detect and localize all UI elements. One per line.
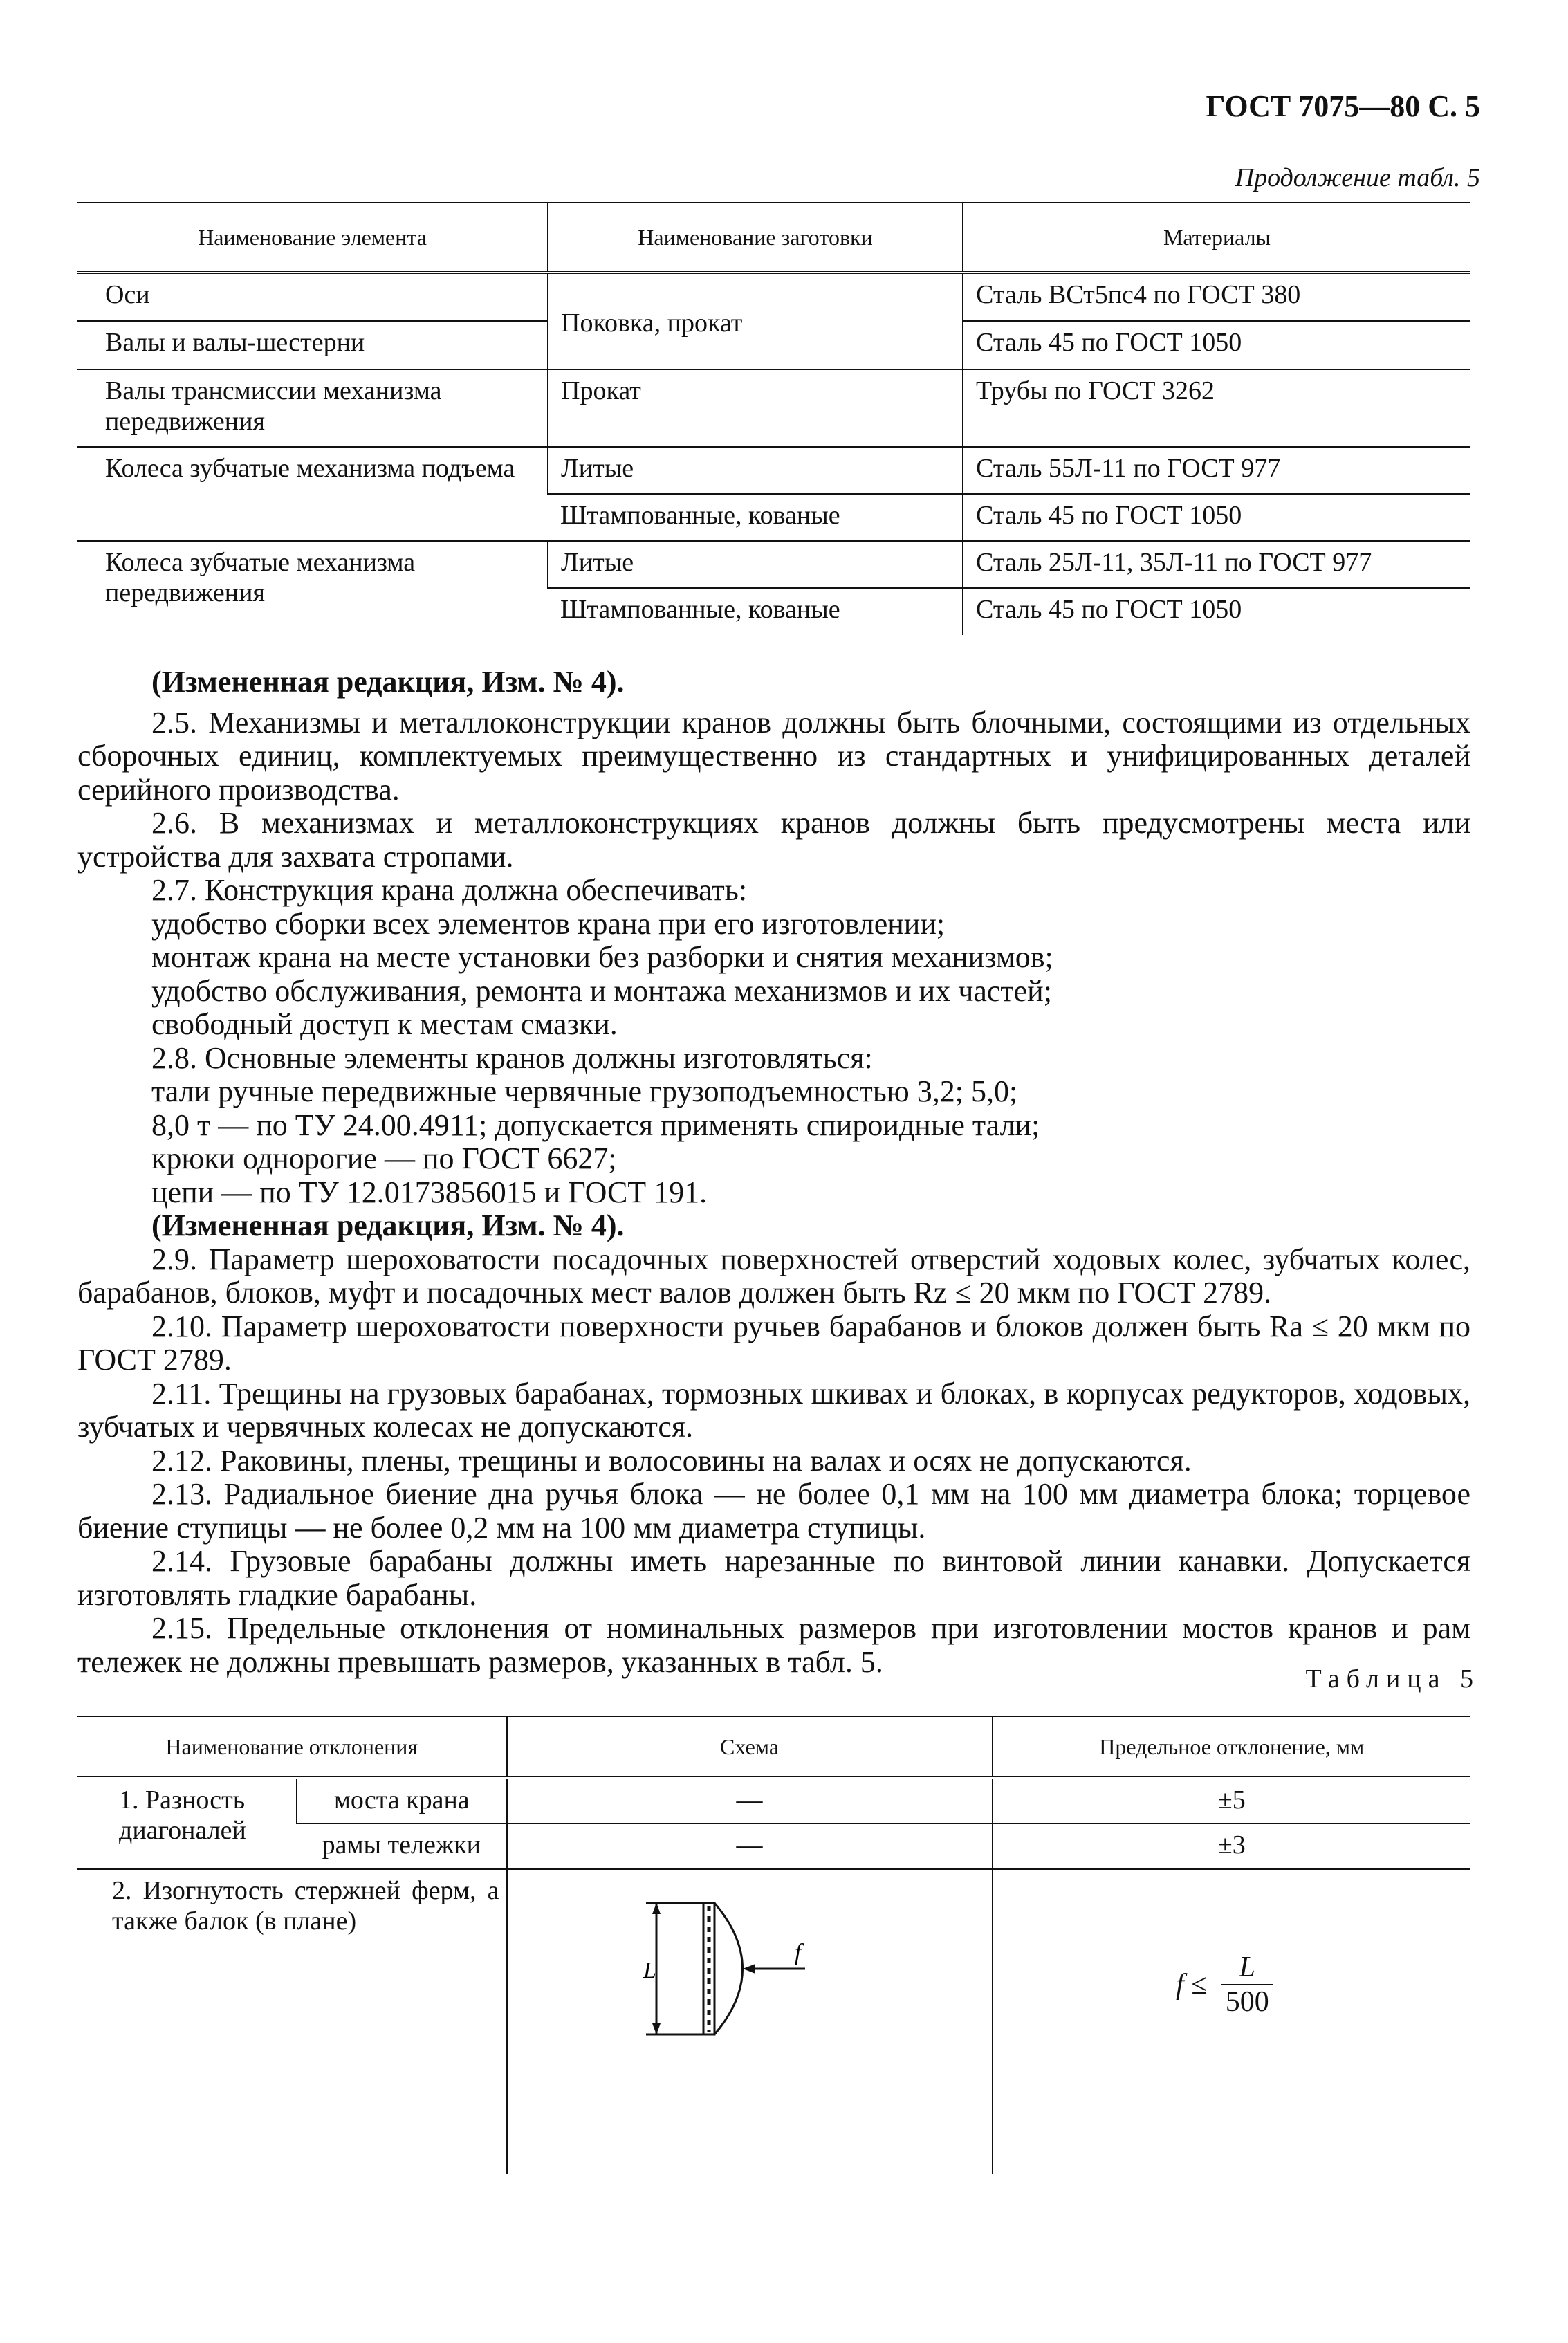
paragraph-2-12: 2.12. Раковины, плены, трещины и волосовины на валах и осях не допускаются. bbox=[151, 1443, 1192, 1478]
list-item: монтаж крана на месте установки без разборки и снятия механизмов; bbox=[151, 940, 1053, 974]
list-item: крюки однорогие — по ГОСТ 6627; bbox=[151, 1141, 617, 1175]
cell-element: Оси bbox=[77, 273, 548, 321]
paragraph-2-10: 2.10. Параметр шероховатости поверхности ручьев барабанов и блоков должен быть Ra ≤ 20 мкм по ГОСТ 2789. bbox=[77, 1309, 1470, 1377]
col-header-scheme: Схема bbox=[507, 1716, 993, 1778]
cell-material: Сталь 55Л-11 по ГОСТ 977 bbox=[963, 447, 1470, 494]
paragraph-2-9: 2.9. Параметр шероховатости посадочных поверхностей отверстий ходовых колес, зубчатых колес, барабанов, блоков, муфт и посадочных мест валов должен быть Rz ≤ 20 мкм по ГОСТ 2789. bbox=[77, 1242, 1470, 1310]
col-header-deviation: Наименование отклонения bbox=[77, 1716, 507, 1778]
list-item: удобство обслуживания, ремонта и монтажа механизмов и их частей; bbox=[151, 973, 1052, 1008]
cell-limit-formula bbox=[993, 1869, 1470, 2174]
paragraph-2-15: 2.15. Предельные отклонения от номинальных размеров при изготовлении мостов кранов и рам тележек не должны превышать размеров, указанных в табл. 5. bbox=[77, 1611, 1470, 1679]
paragraph-2-6: 2.6. В механизмах и металлоконструкциях кранов должны быть предусмотрены места или устройства для захвата стропами. bbox=[77, 806, 1470, 874]
cell-scheme: — bbox=[507, 1778, 993, 1823]
cell-element: Колеса зубчатые механизма подъема bbox=[77, 447, 548, 541]
cell-limit: ±3 bbox=[993, 1823, 1470, 1869]
cell-subname: моста крана bbox=[297, 1778, 507, 1823]
cell-element: Валы и валы-шестерни bbox=[77, 321, 548, 369]
amendment-note: (Измененная редакция, Изм. № 4). bbox=[151, 1209, 625, 1242]
cell-material: Сталь 45 по ГОСТ 1050 bbox=[963, 321, 1470, 369]
cell-scheme-diagram bbox=[507, 1869, 993, 2174]
col-header-materials: Материалы bbox=[963, 203, 1470, 273]
col-header-element: Наименование элемента bbox=[77, 203, 548, 273]
formula-lhs: f ≤ bbox=[1176, 1969, 1208, 2001]
deflection-formula bbox=[1176, 1951, 1273, 2019]
cell-element: Колеса зубчатые механизма передвижения bbox=[77, 541, 548, 635]
table-label: Таблица 5 bbox=[1305, 1664, 1480, 1693]
cell-scheme: — bbox=[507, 1823, 993, 1869]
paragraph-2-14: 2.14. Грузовые барабаны должны иметь нарезанные по винтовой линии канавки. Допускается изготовлять гладкие барабаны. bbox=[77, 1544, 1470, 1612]
cell-limit: ±5 bbox=[993, 1778, 1470, 1823]
list-item: свободный доступ к местам смазки. bbox=[151, 1007, 618, 1041]
formula-denominator: 500 bbox=[1225, 1986, 1269, 2018]
paragraph-2-8: 2.8. Основные элементы кранов должны изготовляться: bbox=[151, 1040, 873, 1075]
document-body bbox=[77, 665, 1470, 1679]
amendment-note: (Измененная редакция, Изм. № 4). bbox=[151, 665, 625, 699]
formula-fraction bbox=[1221, 1951, 1273, 2019]
cell-blank: Поковка, прокат bbox=[548, 273, 963, 369]
cell-material: Сталь 45 по ГОСТ 1050 bbox=[963, 494, 1470, 541]
list-item: удобство сборки всех элементов крана при его изготовлении; bbox=[151, 906, 946, 941]
col-header-blank: Наименование заготовки bbox=[548, 203, 963, 273]
list-item: тали ручные передвижные червячные грузоподъемностью 3,2; 5,0; bbox=[151, 1074, 1018, 1108]
col-header-limit: Предельное отклонение, мм bbox=[993, 1716, 1470, 1778]
cell-material: Трубы по ГОСТ 3262 bbox=[963, 369, 1470, 447]
cell-blank: Прокат bbox=[548, 369, 963, 447]
paragraph-2-11: 2.11. Трещины на грузовых барабанах, тормозных шкивах и блоках, в корпусах редукторов, ходовых, зубчатых и червячных колесах не допускаются. bbox=[77, 1376, 1470, 1444]
list-item: 8,0 т — по ТУ 24.00.4911; допускается применять спироидные тали; bbox=[151, 1108, 1040, 1142]
cell-deviation-name: 1. Разность диагоналей bbox=[77, 1778, 297, 1869]
cell-blank: Литые bbox=[548, 541, 963, 588]
cell-material: Сталь ВСт5пс4 по ГОСТ 380 bbox=[963, 273, 1470, 321]
cell-element: Валы трансмиссии механизма передвижения bbox=[77, 369, 548, 447]
cell-material: Сталь 25Л-11, 35Л-11 по ГОСТ 977 bbox=[963, 541, 1470, 588]
paragraph-2-7: 2.7. Конструкция крана должна обеспечивать: bbox=[151, 873, 748, 907]
cell-blank: Штампованные, кованые bbox=[548, 494, 963, 541]
deviations-table bbox=[77, 1716, 1470, 2174]
cell-blank: Штампованные, кованые bbox=[548, 588, 963, 635]
table-continuation-label: Продолжение табл. 5 bbox=[1235, 163, 1480, 192]
cell-deviation-name: 2. Изогнутость стержней ферм, а также балок (в плане) bbox=[77, 1869, 507, 2174]
beam-bend-diagram bbox=[515, 1875, 985, 2055]
length-label: L bbox=[643, 1958, 656, 1983]
materials-table bbox=[77, 202, 1470, 635]
cell-subname: рамы тележки bbox=[297, 1823, 507, 1869]
paragraph-2-5: 2.5. Механизмы и металлоконструкции кранов должны быть блочными, состоящими из отдельных сборочных единиц, комплектуемых преимущественно из стандартных и унифицированных деталей серийного производства. bbox=[77, 705, 1470, 807]
formula-numerator: L bbox=[1221, 1951, 1273, 1985]
cell-material: Сталь 45 по ГОСТ 1050 bbox=[963, 588, 1470, 635]
page-header: ГОСТ 7075—80 С. 5 bbox=[1206, 89, 1480, 123]
paragraph-2-13: 2.13. Радиальное биение дна ручья блока — не более 0,1 мм на 100 мм диаметра блока; торцевое биение ступицы — не более 0,2 мм на 100 мм диаметра ступицы. bbox=[77, 1477, 1470, 1545]
cell-blank: Литые bbox=[548, 447, 963, 494]
deflection-label: f bbox=[794, 1940, 801, 1965]
list-item: цепи — по ТУ 12.0173856015 и ГОСТ 191. bbox=[151, 1175, 708, 1209]
